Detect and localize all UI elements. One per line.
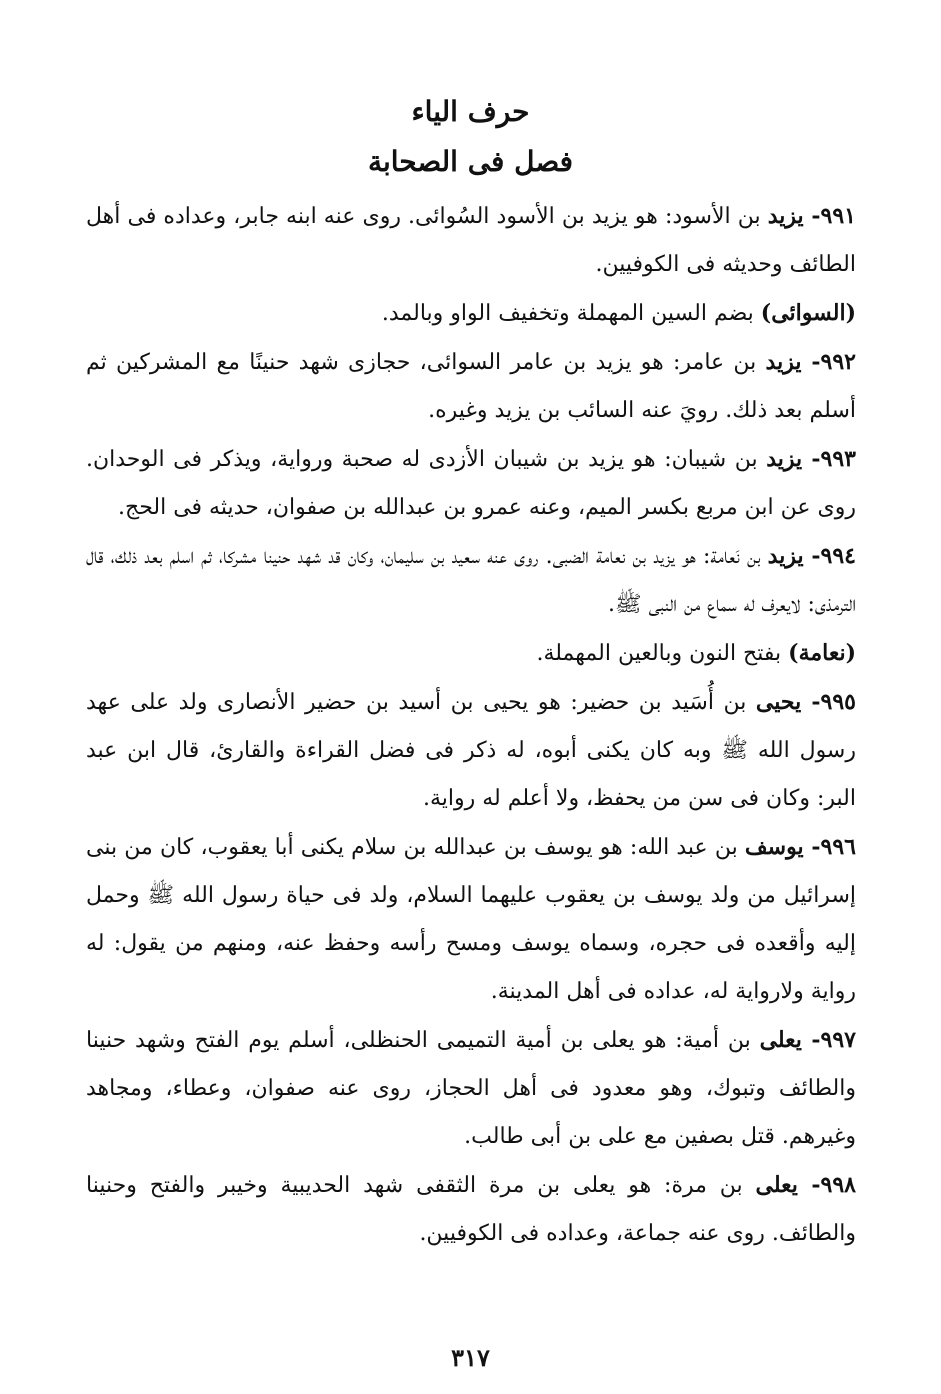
entry-996	[86, 823, 856, 1016]
entry-lead: ٩٩٧- يعلى	[759, 1027, 856, 1053]
entry-text: بن الأسود: هو يزيد بن الأسود السُوائى. روى عنه ابنه جابر، وعداده فى أهل الطائف وحديثه فى الكوفيين.	[86, 204, 856, 277]
note-text: بضم السين المهملة وتخفيف الواو وبالمد.	[381, 301, 761, 326]
entry-lead: ٩٩٢- يزيد	[765, 349, 856, 375]
entry-995	[86, 678, 856, 823]
letter-heading: حرف الياء	[411, 95, 530, 128]
entry-text: بن شيبان: هو يزيد بن شيبان الأزدى له صحبة ورواية، ويذكر فى الوحدان. روى عن ابن مربع بكسر الميم، وعنه عمرو بن عبدالله بن صفوان، حديثه فى الحج.	[86, 447, 856, 520]
entry-993	[86, 435, 856, 532]
entry-text: بن نَعامة: هو يزيد بن نعامة الضبى. روى عنه سعيد بن سليمان، وكان قد شهد حنينا مشركا، ثم اسلم بعد ذلك، قال الترمذى: لايعرف له سماع من النبى ﷺ.	[86, 544, 856, 617]
section-heading: فصل فى الصحابة	[367, 145, 574, 178]
note-lead: (السوائى)	[760, 300, 856, 326]
entry-lead: ٩٩٥- يحيى	[755, 689, 856, 715]
page-number: ٣١٧	[451, 1343, 490, 1372]
entry-992	[86, 338, 856, 435]
entry-text: بن عامر: هو يزيد بن عامر السوائى، حجازى شهد حنينًا مع المشركين ثم أسلم بعد ذلك. رويَ عنه السائب بن يزيد وغيره.	[86, 350, 856, 423]
entry-text: بن عبد الله: هو يوسف بن عبدالله بن سلام يكنى أبا يعقوب، كان من بنى إسرائيل من ولد يوسف بن يعقوب عليهما السلام، ولد فى حياة رسول الله ﷺ وحمل إليه وأقعده فى حجره، وسماه يوسف ومسح رأسه وحفظ عنه، ومنهم من يقول: له رواية ولارواية له، عداده فى أهل المدينة.	[86, 835, 856, 1004]
entry-lead: ٩٩٦- يوسف	[744, 834, 856, 860]
note-naama	[86, 629, 856, 678]
entry-991	[86, 192, 856, 289]
entry-lead: ٩٩٤- يزيد	[767, 543, 856, 569]
entry-lead: ٩٩٣- يزيد	[766, 446, 856, 472]
note-sawa-i	[86, 289, 856, 338]
entry-lead: ٩٩٨- يعلى	[755, 1172, 856, 1198]
entry-lead: ٩٩١- يزيد	[767, 203, 856, 229]
entry-text: بن مرة: هو يعلى بن مرة الثقفى شهد الحديبية وخيبر والفتح وحنينا والطائف. روى عنه جماعة، وعداده فى الكوفيين.	[86, 1173, 856, 1246]
entry-994	[86, 532, 856, 629]
entry-text: بن أُسَيد بن حضير: هو يحيى بن أسيد بن حضير الأنصارى ولد على عهد رسول الله ﷺ وبه كان يكنى أبوه، له ذكر فى فضل القراءة والقارئ، قال ابن عبد البر: وكان فى سن من يحفظ، ولا أعلم له رواية.	[86, 690, 856, 811]
entries-body	[86, 192, 856, 1258]
entry-998	[86, 1161, 856, 1258]
entry-text: بن أمية: هو يعلى بن أمية التميمى الحنظلى، أسلم يوم الفتح وشهد حنينا والطائف وتبوك، وهو معدود فى أهل الحجاز، روى عنه صفوان، وعطاء، ومجاهد وغيرهم. قتل بصفين مع على بن أبى طالب.	[86, 1028, 856, 1149]
note-text: بفتح النون وبالعين المهملة.	[536, 641, 789, 666]
entry-997	[86, 1016, 856, 1161]
note-lead: (نعامة)	[788, 640, 856, 666]
